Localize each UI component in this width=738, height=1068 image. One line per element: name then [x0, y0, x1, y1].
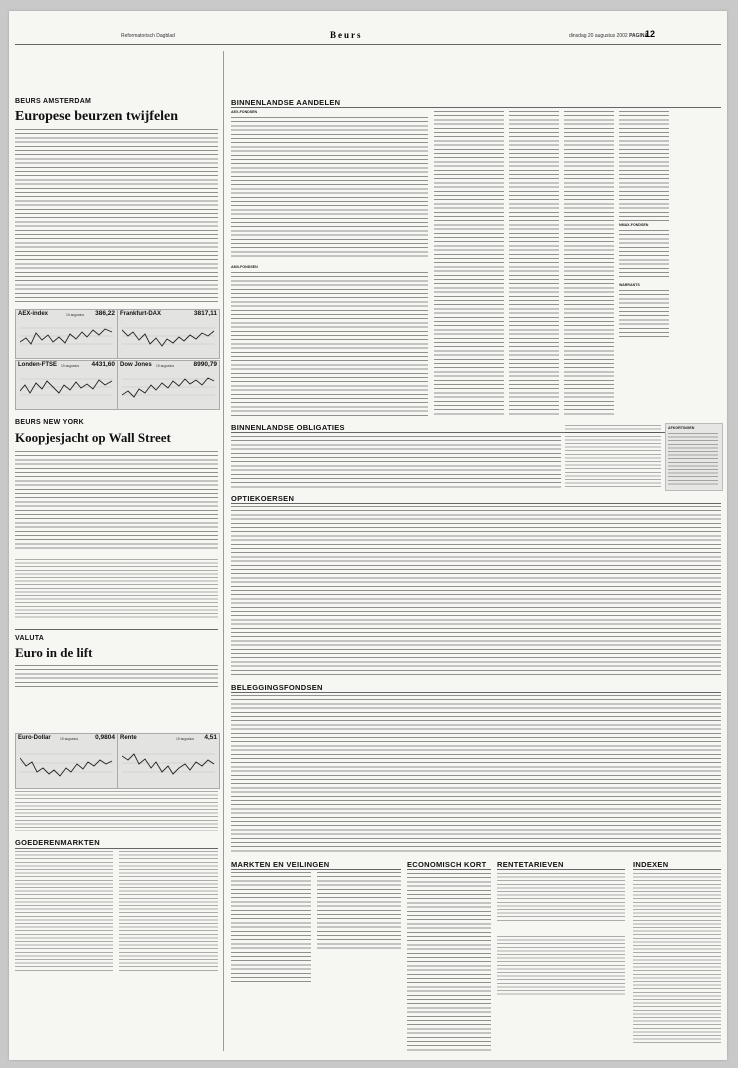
beleggings-heading: BELEGGINGSFONDSEN — [231, 683, 323, 692]
ftse-line — [20, 371, 113, 403]
valuta-tables — [15, 791, 218, 831]
newyork-kicker: BEURS NEW YORK — [15, 419, 85, 426]
dow-chart-title: Dow Jones — [120, 362, 152, 368]
newyork-article-text — [15, 451, 218, 551]
optie-heading: OPTIEKOERSEN — [231, 494, 295, 503]
amsterdam-headline: Europese beurzen twijfelen — [15, 109, 179, 124]
masthead-newspaper: Reformatorisch Dagblad — [121, 33, 175, 39]
aandelen-col-3 — [564, 111, 614, 417]
newspaper-page — [9, 11, 727, 1060]
amsterdam-article-text — [15, 129, 218, 305]
indexen-table — [633, 873, 721, 1043]
aandelen-col-2 — [509, 111, 559, 417]
indexen-rule — [633, 869, 721, 870]
ny-koersen-table — [15, 559, 218, 619]
aex-chart — [15, 309, 118, 359]
column-divider — [223, 51, 224, 1051]
valuta-headline: Euro in de lift — [15, 645, 93, 660]
aex-line — [20, 320, 113, 352]
kort-text — [407, 873, 491, 1053]
markten-text-col-1 — [231, 872, 311, 982]
valuta-kicker: VALUTA — [15, 635, 45, 642]
kort-rule — [407, 869, 491, 870]
amsterdam-kicker: BEURS AMSTERDAM — [15, 98, 92, 105]
aex-chart-title: AEX-index — [18, 311, 49, 317]
ftse-chart-title: Londen-FTSE — [18, 362, 57, 368]
dow-chart-value: 8990,79 — [193, 361, 217, 368]
dax-chart — [117, 309, 220, 359]
rente-line — [122, 744, 215, 782]
markten-rule — [231, 869, 401, 870]
amx-fondsen-table — [231, 272, 428, 418]
obligaties-side-table — [565, 425, 661, 487]
aex-fondsen-table — [231, 117, 428, 259]
beleggings-table — [231, 695, 721, 853]
rente-table-2 — [497, 936, 625, 996]
optie-rule — [231, 503, 721, 504]
rente-table — [497, 873, 625, 923]
rente-rule — [497, 869, 625, 870]
markten-heading: MARKTEN EN VEILINGEN — [231, 860, 330, 869]
dow-chart — [117, 360, 220, 410]
aex-chart-date: 19 augustus — [66, 313, 84, 317]
masthead-date: dinsdag 20 augustus 2002 PAGINA — [569, 33, 649, 39]
optie-table — [231, 506, 721, 676]
obligaties-heading: BINNENLANDSE OBLIGATIES — [231, 423, 345, 432]
afkortingen-label: AFKORTINGEN — [668, 426, 695, 430]
aandelen-col-4 — [619, 111, 669, 221]
dow-chart-date: 19 augustus — [156, 364, 174, 368]
aandelen-heading: BINNENLANDSE AANDELEN — [231, 98, 341, 107]
afkortingen-text — [668, 433, 718, 485]
afkortingen-panel — [665, 423, 723, 491]
markten-text-col-2 — [317, 872, 401, 952]
beleggings-rule — [231, 692, 721, 693]
goederen-table-left — [15, 851, 113, 971]
rente-chart — [117, 733, 220, 789]
euro-line — [20, 744, 113, 782]
rente-chart-value: 4,51 — [204, 734, 217, 741]
euro-chart-value: 0,9804 — [95, 734, 115, 741]
warrants-table — [619, 290, 669, 340]
nmax-table — [619, 230, 669, 280]
rente-chart-title: Rente — [120, 735, 137, 741]
masthead-rule — [15, 44, 721, 45]
euro-chart-date: 19 augustus — [60, 737, 78, 741]
newyork-headline: Koopjesjacht op Wall Street — [15, 430, 171, 445]
ftse-chart-value: 4431,60 — [91, 361, 115, 368]
aandelen-col-1 — [434, 111, 504, 417]
goederen-table-right — [119, 851, 218, 971]
euro-dollar-chart — [15, 733, 118, 789]
aandelen-rule — [231, 107, 721, 108]
nmax-label: NMAX-FONDSEN — [619, 223, 649, 227]
aex-fondsen-label: AEX-FONDSEN — [231, 110, 258, 114]
amx-fondsen-label: AMX-FONDSEN — [231, 265, 258, 269]
rente-chart-date: 19 augustus — [176, 737, 194, 741]
euro-chart-title: Euro-Dollar — [18, 735, 51, 741]
kort-heading: ECONOMISCH KORT — [407, 860, 487, 869]
obligaties-table — [231, 436, 561, 488]
warrants-label: WARRANTS — [619, 283, 640, 287]
goederen-heading: GOEDERENMARKTEN — [15, 838, 100, 847]
page-number: 12 — [645, 29, 656, 39]
goederen-rule — [15, 848, 218, 849]
indexen-heading: INDEXEN — [633, 860, 669, 869]
dax-chart-title: Frankfurt-DAX — [120, 311, 162, 317]
ftse-chart — [15, 360, 118, 410]
valuta-rule — [15, 629, 218, 630]
dax-line — [122, 320, 215, 352]
ftse-chart-date: 19 augustus — [61, 364, 79, 368]
aex-chart-value: 386,22 — [95, 310, 115, 317]
dax-chart-value: 3817,11 — [193, 310, 217, 317]
dow-line — [122, 371, 215, 403]
valuta-article-text — [15, 665, 218, 689]
masthead-section: Beurs — [330, 30, 363, 40]
rente-heading: RENTETARIEVEN — [497, 860, 564, 869]
